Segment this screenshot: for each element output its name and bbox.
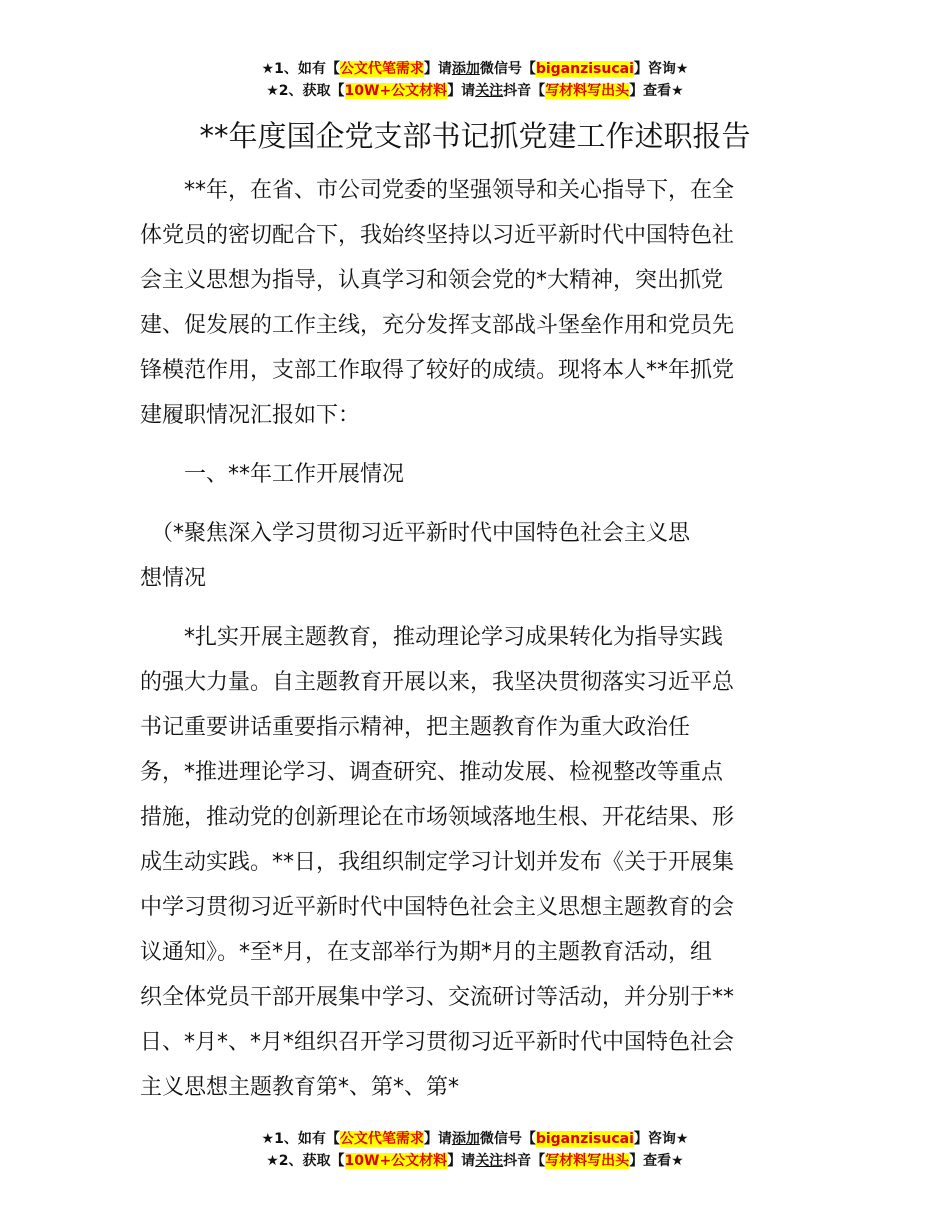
text-line: 中学习贯彻习近平新时代中国特色社会主义思想主题教育的会	[140, 895, 735, 920]
paragraph-intro	[140, 168, 812, 438]
text-line: 措施，推动党的创新理论在市场领域落地生根、开花结果、形	[140, 805, 735, 830]
text-line: 想情况	[140, 566, 207, 591]
document-title: **年度国企党支部书记抓党建工作述职报告	[199, 119, 751, 153]
text-line: 体党员的密切配合下，我始终坚持以习近平新时代中国特色社	[140, 223, 735, 248]
banner-text: 】查看★	[629, 83, 684, 99]
banner-text: ★2、获取【	[266, 83, 345, 99]
banner-text: 微信号【	[479, 61, 536, 77]
banner-text: 】咨询★	[633, 1131, 689, 1147]
document-body	[140, 168, 812, 1110]
header-banner	[0, 58, 950, 102]
banner-underline: 添加	[451, 61, 480, 77]
text-line: 会主义思想为指导，认真学习和领会党的*大精神，突出抓党	[140, 268, 724, 293]
banner-underline: 关注	[475, 1153, 504, 1169]
banner-text: 微信号【	[479, 1131, 536, 1147]
banner-text: 抖音【	[503, 83, 546, 99]
text-line: 锋模范作用，支部工作取得了较好的成绩。现将本人**年抓党	[140, 358, 735, 383]
text-line: 务，*推进理论学习、调查研究、推动发展、检视整改等重点	[140, 760, 724, 785]
subsection-heading	[140, 511, 812, 601]
banner-text: 】请	[447, 1153, 476, 1169]
section-heading: 一、**年工作开展情况	[140, 462, 405, 487]
banner-text: 】请	[447, 83, 476, 99]
banner-text: ★1、如有【	[261, 1131, 340, 1147]
banner-text: 】咨询★	[633, 61, 689, 77]
text-line: 的强大力量。自主题教育开展以来，我坚决贯彻落实习近平总	[140, 670, 735, 695]
banner-text: 】请	[423, 61, 452, 77]
banner-highlight: 公文代笔需求	[339, 1131, 424, 1147]
banner-text: 】请	[423, 1131, 452, 1147]
banner-text: 】查看★	[629, 1153, 684, 1169]
text-line: 主义思想主题教育第*、第*、第*	[140, 1075, 460, 1100]
text-line: 建、促发展的工作主线，充分发挥支部战斗堡垒作用和党员先	[140, 313, 735, 338]
banner-text: ★2、获取【	[266, 1153, 345, 1169]
banner-highlight: 写材料写出头	[545, 83, 630, 99]
text-line: 议通知》。*至*月，在支部举行为期*月的主题教育活动，组	[140, 940, 713, 965]
banner-line-1	[0, 58, 950, 80]
banner-highlight: biganzisucai	[535, 1131, 634, 1147]
banner-highlight: 写材料写出头	[545, 1153, 630, 1169]
footer-banner	[0, 1128, 950, 1172]
banner-highlight: 10W+公文材料	[344, 83, 448, 99]
banner-highlight: 10W+公文材料	[344, 1153, 448, 1169]
banner-line-2	[0, 80, 950, 102]
text-line: 书记重要讲话重要指示精神，把主题教育作为重大政治任	[140, 715, 691, 740]
banner-highlight: 公文代笔需求	[339, 61, 424, 77]
banner-line-1	[0, 1128, 950, 1150]
text-line: *扎实开展主题教育，推动理论学习成果转化为指导实践	[140, 625, 724, 650]
text-line: **年，在省、市公司党委的坚强领导和关心指导下，在全	[140, 178, 735, 203]
text-line: 成生动实践。**日，我组织制定学习计划并发布《关于开展集	[140, 850, 735, 875]
text-line: 织全体党员干部开展集中学习、交流研讨等活动，并分别于**	[140, 985, 735, 1010]
text-line: （*聚焦深入学习贯彻习近平新时代中国特色社会主义思	[140, 521, 691, 546]
paragraph-body	[140, 615, 812, 1110]
banner-text: 抖音【	[503, 1153, 546, 1169]
banner-highlight: biganzisucai	[535, 61, 634, 77]
banner-text: ★1、如有【	[261, 61, 340, 77]
text-line: 日、*月*、*月*组织召开学习贯彻习近平新时代中国特色社会	[140, 1030, 735, 1055]
text-line: 建履职情况汇报如下：	[140, 403, 361, 428]
banner-line-2	[0, 1150, 950, 1172]
banner-underline: 添加	[451, 1131, 480, 1147]
banner-underline: 关注	[475, 83, 504, 99]
